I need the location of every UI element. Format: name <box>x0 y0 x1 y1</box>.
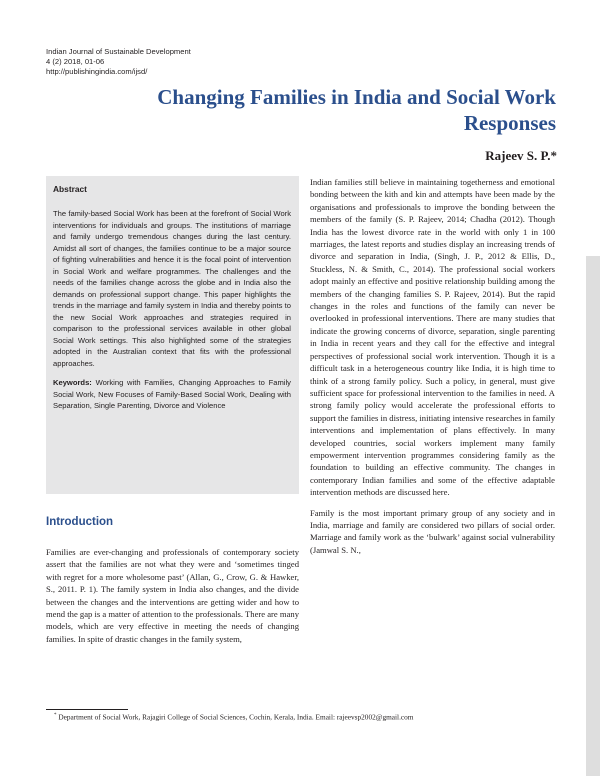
journal-name: Indian Journal of Sustainable Development <box>46 47 191 56</box>
keywords-text: Working with Families, Changing Approaches to Family Social Work, New Focuses of Family-Based Social Work, Dealing with Separation, Single Parenting, Divorce and Violence <box>53 378 291 410</box>
right-paragraph-1: Indian families still believe in maintaining togetherness and emotional bonding between the kith and kin and attempts have been made by the organisations and professionals to improve the bonding between the members of the family (S. P. Rajeev, 2014; Chadha (2012). Though India has the lowest divorce rate in the world with only 1 in 100 marriages, the latest reports and studies display an increasing trends of divorce and separation in India, (Singh, J. P., 2012 & Ellis, D., Stuckless, N. & Smith, C., 2014). The professional social workers adopt mainly an effective and positive relationship building among the members of the changing families S. P. Rajeev, 2014). But the rapid changes in the roles and functions of the family can never be overlooked in professional interventions. There are many studies that indicate the growing concerns of divorce, separation, single parenting in India in recent years and they call for the effective and integral perspectives of professional social work intervention. Though it is a difficult task in a heterogeneous country like India, it is high time to think of a strong family policy. Such a policy, in general, must give sufficient space for professional intervention to the families in need. A strong family policy would accelerate the professional efforts to support the families in distress, initiating intensive researches in family interventions and implementation of plans effectively. In many developed countries, social workers implement many family empowerment intervention programmes considering family as the foundation to building an effective community. The changes in contemporary Indian families and some of the effective adaptable intervention methods are discussed here. <box>310 177 555 498</box>
abstract-heading: Abstract <box>53 184 87 194</box>
journal-issue: 4 (2) 2018, 01-06 <box>46 57 105 66</box>
right-paragraph-2: Family is the most important primary group of any society and in India, marriage and family are considered two pillars of social order. Marriage and family work as the ‘bulwark’ against social vulnerability (Jamwal S. N., <box>310 507 555 555</box>
footnote-mark: * <box>54 713 57 718</box>
author-name: Rajeev S. P.* <box>485 148 557 163</box>
abstract-text: The family-based Social Work has been at the forefront of Social Work interventions for individuals and groups. The institutions of marriage and family undergo tremendous changes during the last century. Amidst all sort of changes, the families continue to be a major source of fighting vulnerabilities and hence it is the focal point of intervention in Social Work and welfare programmes. The challenges and the needs of the families change across the globe and in India also the demands on professional support change. This paper highlights the trends in the marriage and family system in India and thereby points to the new Social Work approaches and strategies required in comparison to the professional services available in other global Social Work settings. This also highlighted some of the strategies adopted in the Australian context that fits with the professional approaches. <box>53 209 291 368</box>
side-band <box>586 256 600 776</box>
abstract-box <box>46 176 299 494</box>
introduction-text: Families are ever-changing and professionals of contemporary society assert that the families are not what they were and ‘sometimes tinged with regret for a more wholesome past’ (Allan, G., Crow, G. & Hawker, S., 2011. P. 1). The family system in India also changes, and the divide between the changes and the interventions are getting wider and how to mend the gap is a matter of attention to the professionals. There are many models, which are very effective in meeting the needs of changing families. In spite of drastic changes in the family system, <box>46 547 299 644</box>
paper-title: Changing Families in India and Social Work Responses <box>157 85 556 135</box>
footnote-text: Department of Social Work, Rajagiri College of Social Sciences, Cochin, Kerala, India. Email: rajeevsp2002@gmail.com <box>58 712 414 722</box>
journal-url: http://publishingindia.com/ijsd/ <box>46 67 148 76</box>
footnote <box>54 711 554 722</box>
keywords-label: Keywords: <box>53 378 92 387</box>
keywords <box>46 369 299 412</box>
introduction-heading: Introduction <box>46 516 114 528</box>
journal-meta <box>46 47 191 77</box>
right-column <box>310 176 555 564</box>
footnote-rule <box>46 709 128 710</box>
